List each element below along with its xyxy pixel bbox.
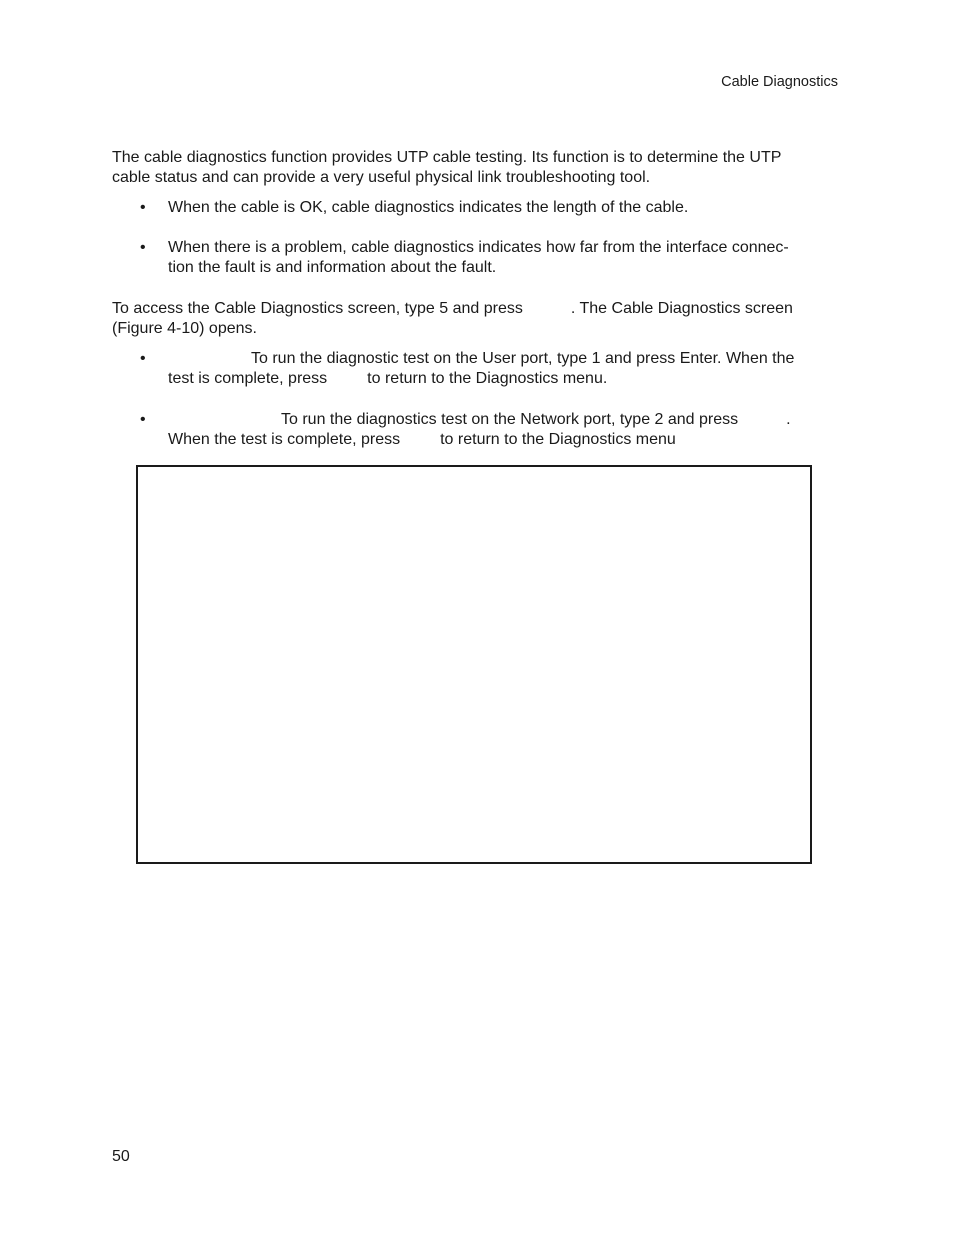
step-2-text-part-4: to return to the Diagnostics menu [440,431,676,448]
feature-bullet-2-line-2: tion the fault is and information about the fault. [168,259,497,276]
step-2-text-part-3: When the test is complete, press [168,431,401,448]
bullet-marker: • [140,239,146,256]
access-text-part-2: . The Cable Diagnostics screen [570,300,793,317]
feature-bullet-2-line-1: When there is a problem, cable diagnostics indicates how far from the interface connec- [168,239,789,256]
access-line-1 [112,299,793,319]
bullet-marker: • [140,411,146,428]
step-2-text-part-2: . [786,411,791,428]
feature-bullet-1: When the cable is OK, cable diagnostics indicates the length of the cable. [168,199,689,216]
running-header: Cable Diagnostics [721,74,838,90]
step-2-line-2 [168,430,676,450]
intro-line-1: The cable diagnostics function provides UTP cable testing. Its function is to determine the UTP [112,149,782,166]
intro-line-2: cable status and can provide a very useful physical link troubleshooting tool. [112,169,651,186]
step-1-line-1: To run the diagnostic test on the User port, type 1 and press Enter. When the [251,350,795,367]
bullet-marker: • [140,199,146,216]
figure-frame [136,465,812,864]
step-1-text-part-2: to return to the Diagnostics menu. [367,370,608,387]
access-line-2: (Figure 4-10) opens. [112,320,257,337]
bullet-marker: • [140,350,146,367]
step-2-text-part-1: To run the diagnostics test on the Network port, type 2 and press [281,411,739,428]
page-number: 50 [112,1148,130,1165]
step-1-text-part-1: test is complete, press [168,370,328,387]
step-2-line-1 [281,410,791,430]
step-1-line-2 [168,369,607,389]
access-text-part-1: To access the Cable Diagnostics screen, type 5 and press [112,300,523,317]
